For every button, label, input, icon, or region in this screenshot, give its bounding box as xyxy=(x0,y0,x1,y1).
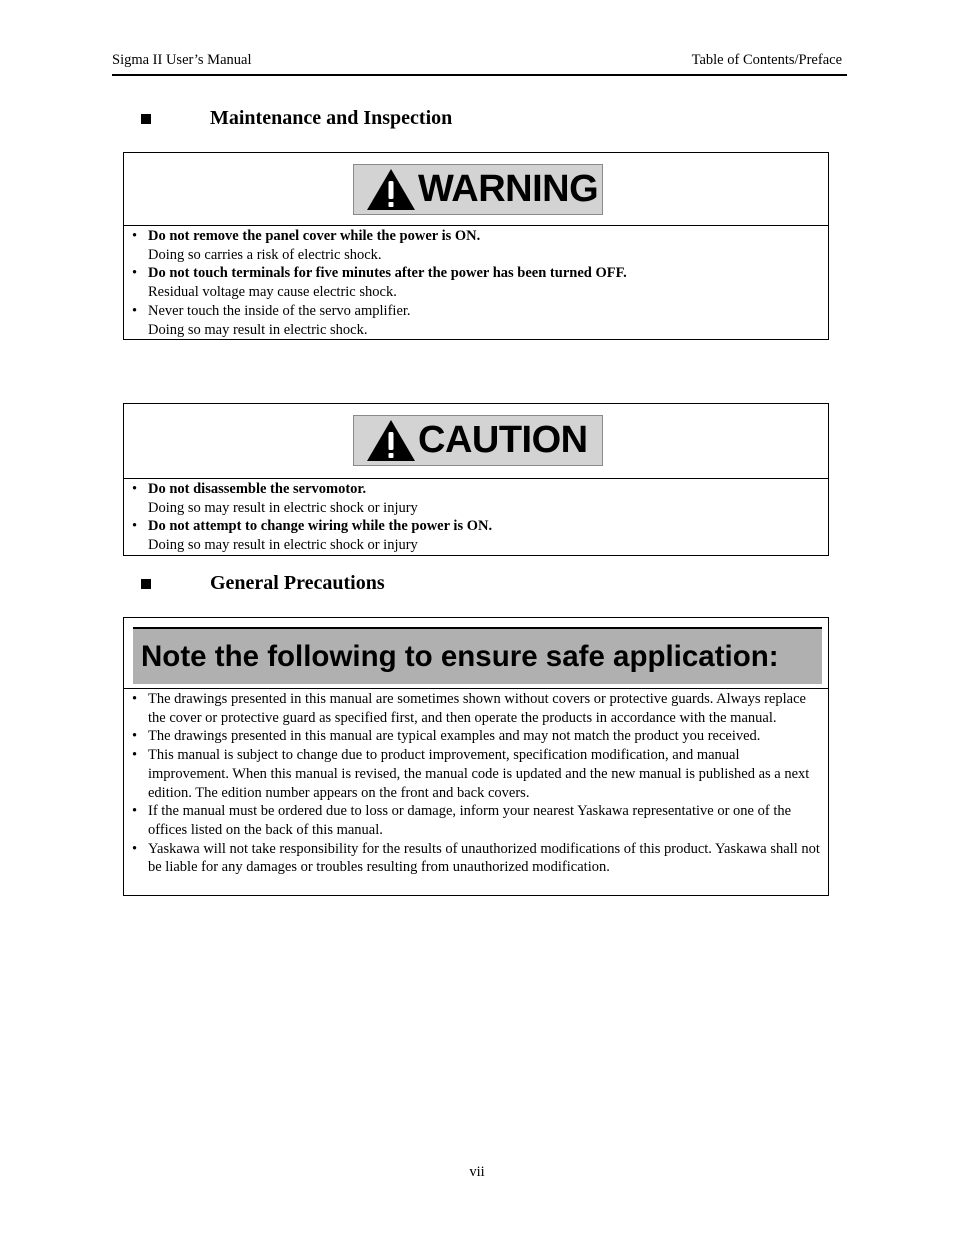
section-heading-text: Maintenance and Inspection xyxy=(210,107,453,129)
warning-box xyxy=(123,152,829,340)
section-heading-text: General Precautions xyxy=(210,572,385,594)
note-text: The drawings presented in this manual are sometimes shown without covers or protective guards. Always replace the cover or protective guard as specified first, and then operate the products in accordance with the manual. xyxy=(148,691,806,726)
list-item: • Yaskawa will not take responsibility for the results of unauthorized modifications of this product. Yaskawa shall not be liable for any damages or troubles resulting from unauthorized modification. xyxy=(132,840,820,876)
header-rule xyxy=(112,74,847,76)
section-heading-maintenance xyxy=(141,107,452,130)
item-detail: Doing so may result in electric shock or injury xyxy=(148,499,418,516)
list-item: • Never touch the inside of the servo amplifier. Doing so may result in electric shock. xyxy=(132,302,411,338)
item-detail: Doing so carries a risk of electric shock. xyxy=(148,246,382,263)
warning-header xyxy=(124,153,828,226)
item-heading: Do not touch terminals for five minutes after the power has been turned OFF. xyxy=(148,265,627,282)
item-heading: Never touch the inside of the servo amplifier. xyxy=(148,302,411,319)
item-heading: Do not remove the panel cover while the power is ON. xyxy=(148,228,481,244)
square-bullet-icon xyxy=(141,579,151,589)
item-detail: Doing so may result in electric shock or injury xyxy=(148,537,418,554)
item-heading: Do not attempt to change wiring while the power is ON. xyxy=(148,518,493,535)
square-bullet-icon xyxy=(141,114,151,124)
list-item: • Do not disassemble the servomotor. Doing so may result in electric shock or injury xyxy=(132,481,418,516)
note-text: This manual is subject to change due to product improvement, specification modification, and manual improvement. When this manual is revised, the manual code is updated and the new manual is published as a next edition. The edition number appears on the front and back covers. xyxy=(148,747,810,801)
item-detail: Residual voltage may cause electric shock. xyxy=(148,284,397,301)
note-text: If the manual must be ordered due to loss or damage, inform your nearest Yaskawa representative or one of the offices listed on the back of this manual. xyxy=(148,803,792,838)
exclamation-triangle-icon xyxy=(366,168,416,211)
caution-items xyxy=(124,479,828,555)
list-item: • The drawings presented in this manual are typical examples and may not match the product you received. xyxy=(132,728,761,745)
general-precautions-box xyxy=(123,617,829,896)
notes-items xyxy=(124,689,828,877)
list-item: • Do not touch terminals for five minutes after the power has been turned OFF. Residual voltage may cause electric shock. xyxy=(132,265,627,301)
list-item: • This manual is subject to change due to product improvement, specification modification, and manual improvement. When this manual is revised, the manual code is updated and the new manual is published as a next edition. The edition number appears on the front and back covers. xyxy=(132,746,820,802)
list-item: • If the manual must be ordered due to loss or damage, inform your nearest Yaskawa representative or one of the offices listed on the back of this manual. xyxy=(132,802,820,839)
item-detail: Doing so may result in electric shock. xyxy=(148,321,368,338)
caution-header xyxy=(124,404,828,479)
note-text: The drawings presented in this manual are typical examples and may not match the product you received. xyxy=(148,728,761,745)
caution-box xyxy=(123,403,829,556)
notes-header xyxy=(124,618,828,689)
note-text: Yaskawa will not take responsibility for the results of unauthorized modifications of this product. Yaskawa shall not be liable for any damages or troubles resulting from unauthorized modification. xyxy=(148,840,820,876)
notes-title: Note the following to ensure safe application: xyxy=(133,627,822,684)
item-heading: Do not disassemble the servomotor. xyxy=(148,481,367,497)
warning-items xyxy=(124,226,828,339)
list-item: • Do not attempt to change wiring while the power is ON. Doing so may result in electric shock or injury xyxy=(132,518,493,554)
list-item: • The drawings presented in this manual are sometimes shown without covers or protective guards. Always replace the cover or protective guard as specified first, and then operate the products in accordance with the manual. xyxy=(132,690,820,727)
running-header-section: Table of Contents/Preface xyxy=(691,52,842,68)
running-header-title: Sigma II User’s Manual xyxy=(112,52,252,68)
page-number: vii xyxy=(469,1164,485,1180)
list-item: • Do not remove the panel cover while the power is ON. Doing so carries a risk of electric shock. xyxy=(132,228,481,263)
exclamation-triangle-icon xyxy=(366,419,416,462)
section-heading-general xyxy=(141,572,385,595)
warning-signal-word: WARNING xyxy=(418,168,599,210)
caution-signal-panel xyxy=(353,415,603,466)
warning-signal-panel xyxy=(353,164,603,215)
caution-signal-word: CAUTION xyxy=(418,419,588,461)
